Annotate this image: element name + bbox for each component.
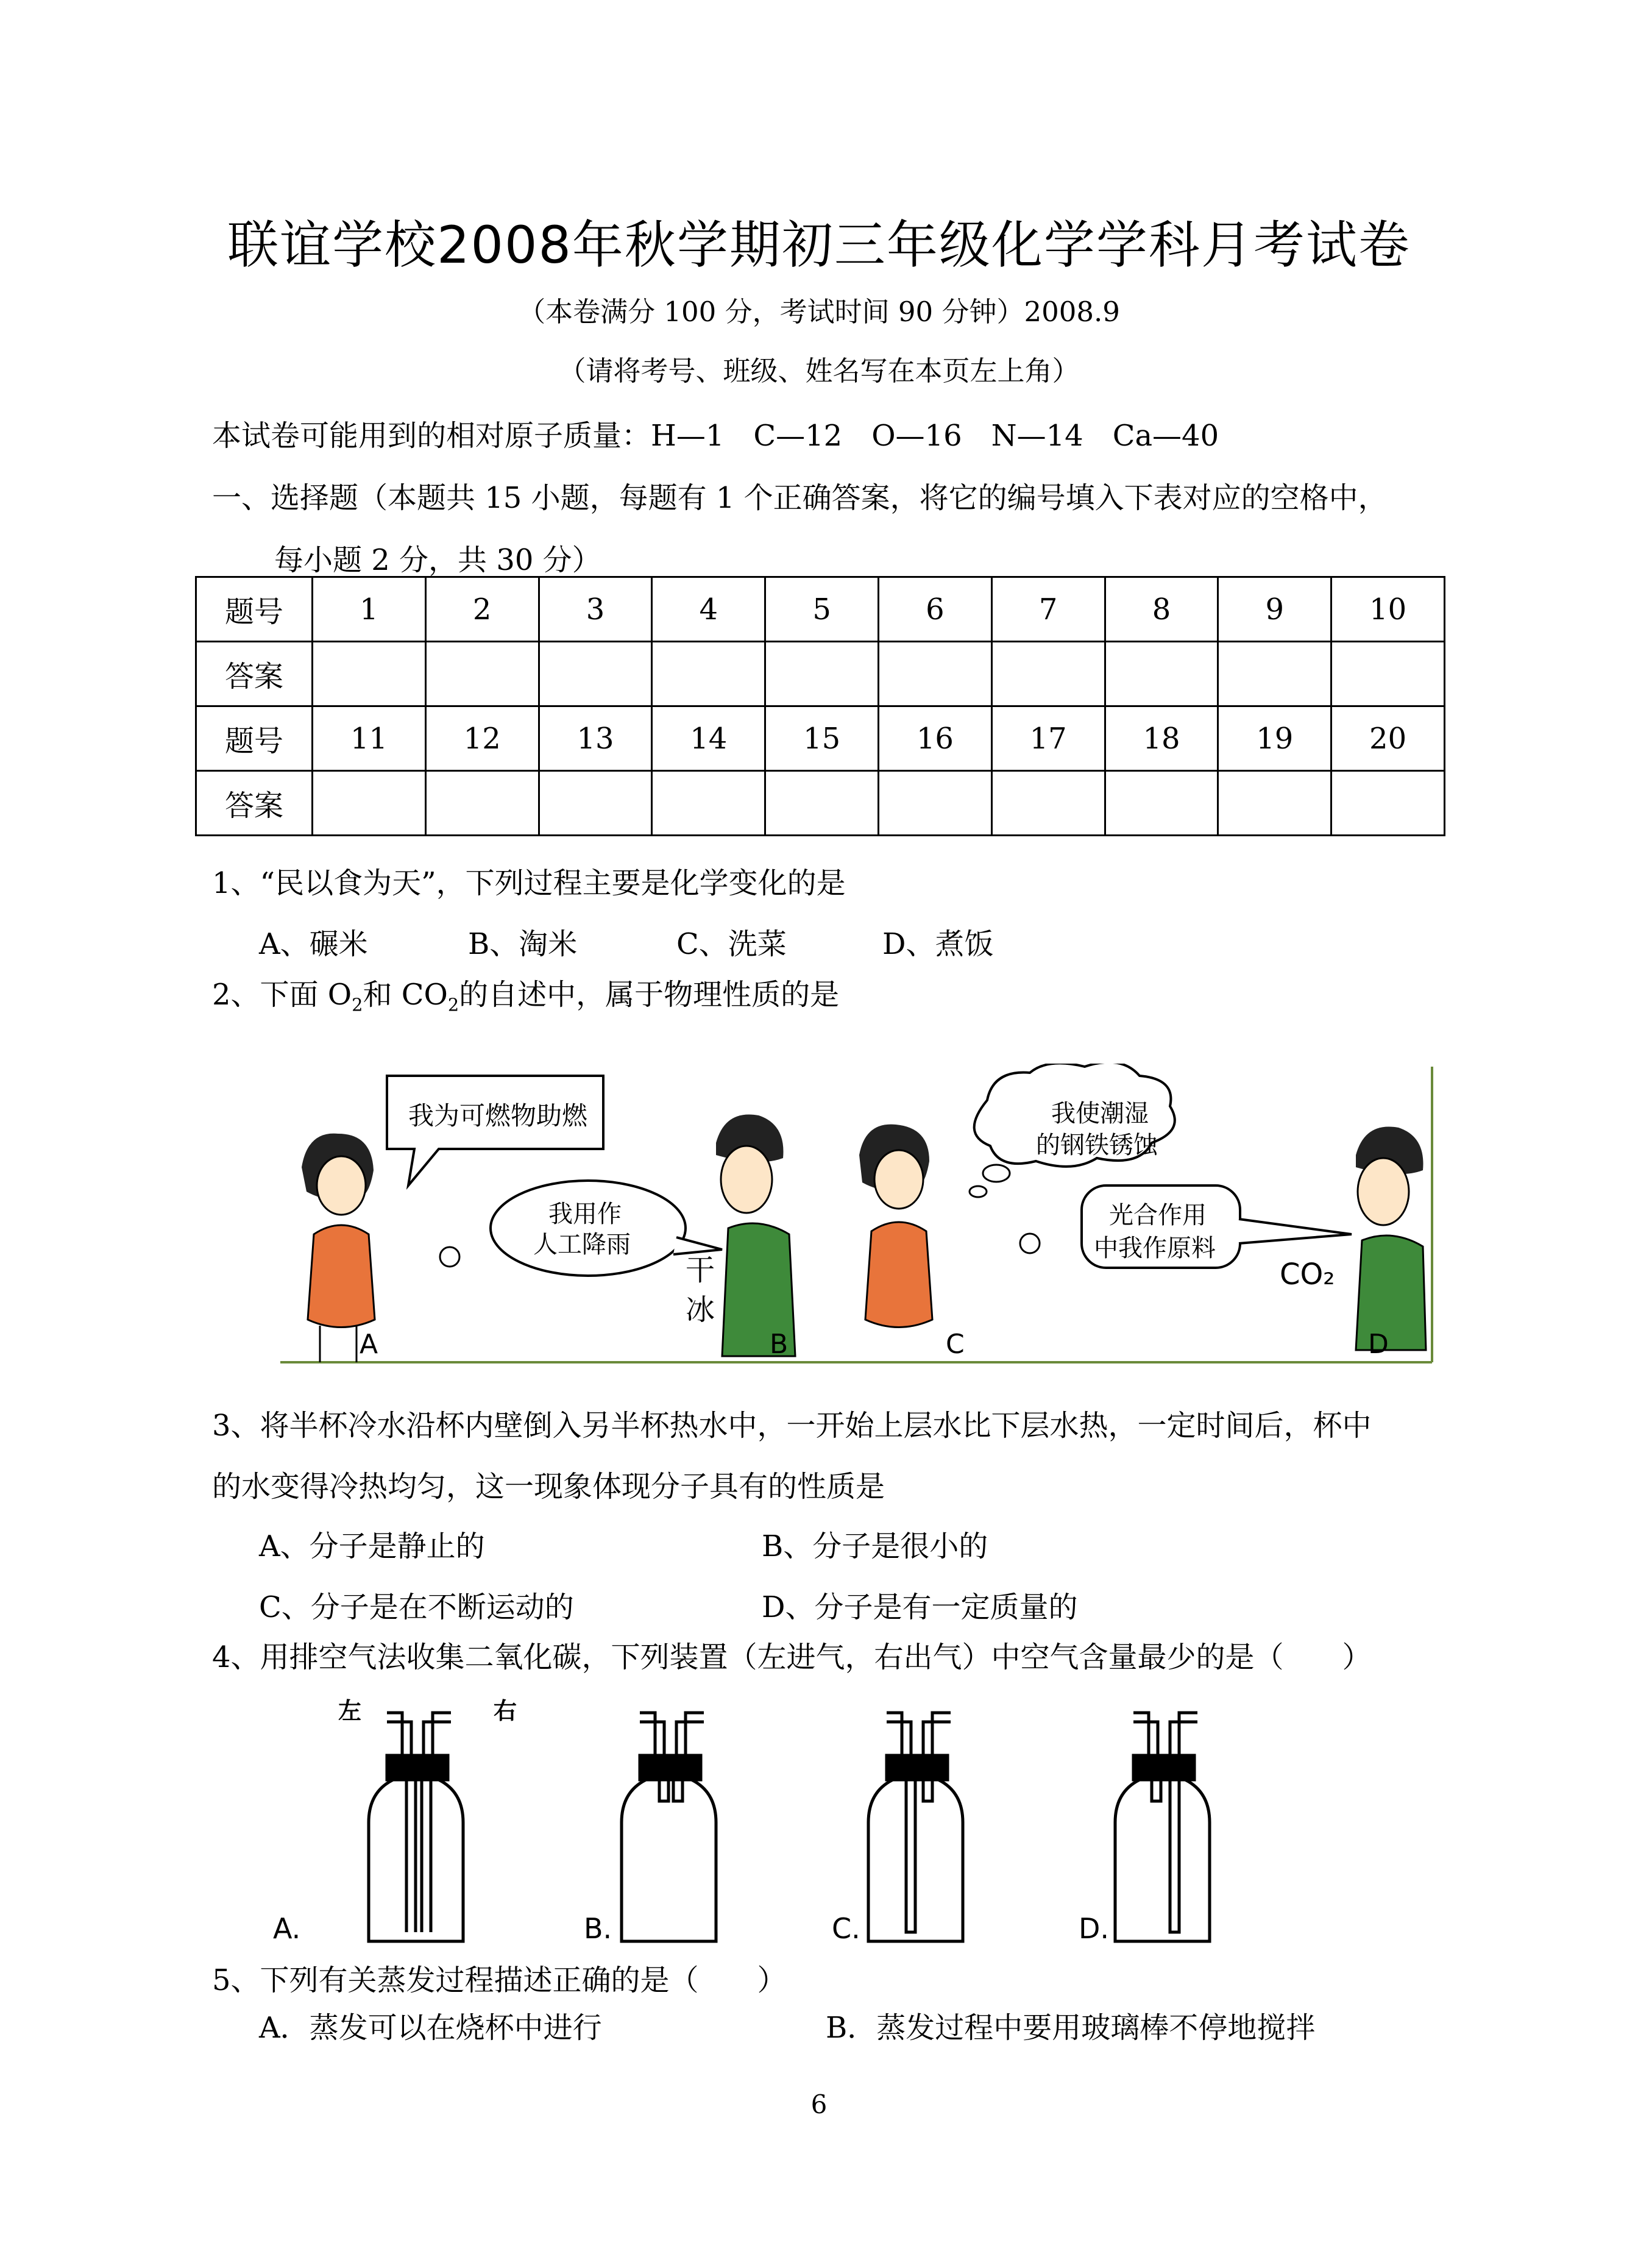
bubble-d-text-2: 中我作原料: [1094, 1234, 1216, 1262]
bubble-b-text-2: 人工降雨: [533, 1231, 631, 1259]
answer-cell[interactable]: [1105, 642, 1218, 706]
answer-cell[interactable]: [425, 771, 539, 836]
q1-option-a: A、碾米: [259, 927, 368, 961]
panel-label-c: C: [946, 1329, 965, 1360]
question-number-cell: 13: [539, 706, 652, 771]
question-number-cell: 2: [425, 577, 539, 642]
question-number-cell: 6: [878, 577, 991, 642]
table-header-cell: 答案: [196, 771, 313, 836]
q2-stem: 2、下面 $O_2$和 $CO_2$的自述中，属于物理性质的是: [212, 978, 840, 1015]
panel-d-boy: [1356, 1126, 1426, 1350]
table-header-cell: 答案: [196, 642, 313, 706]
label-co2: CO₂: [1280, 1257, 1335, 1292]
bubble-d-text-1: 光合作用: [1109, 1201, 1207, 1229]
bubble-b-text-1: 我用作: [548, 1200, 622, 1228]
question-number-cell: 9: [1218, 577, 1331, 642]
panel-a-speech-bubble: [387, 1076, 603, 1186]
answer-cell[interactable]: [1218, 771, 1331, 836]
panel-c-thought-bubble: [970, 1064, 1175, 1197]
question-number-cell: 8: [1105, 577, 1218, 642]
question-number-cell: 7: [991, 577, 1105, 642]
panel-label-d: D: [1368, 1329, 1389, 1360]
q3-option-a: A、分子是静止的: [259, 1529, 485, 1563]
bubble-c-text-1: 我使潮湿: [1051, 1100, 1149, 1128]
question-number-cell: 11: [313, 706, 426, 771]
question-number-cell: 19: [1218, 706, 1331, 771]
answer-cell[interactable]: [425, 642, 539, 706]
bottle-d: [1115, 1713, 1210, 1941]
left-label: 左: [338, 1697, 362, 1724]
question-number-cell: 15: [765, 706, 879, 771]
section-1-heading-cont: 每小题 2 分，共 30 分）: [274, 543, 601, 577]
answer-cell[interactable]: [313, 771, 426, 836]
q4-stem: 4、用排空气法收集二氧化碳，下列装置（左进气，右出气）中空气含量最少的是（ ）: [212, 1640, 1372, 1674]
bottle-label-b: B.: [584, 1912, 612, 1945]
answer-cell[interactable]: [878, 642, 991, 706]
answer-cell[interactable]: [1105, 771, 1218, 836]
question-number-cell: 5: [765, 577, 879, 642]
question-number-cell: 18: [1105, 706, 1218, 771]
page-title: 联谊学校2008年秋学期初三年级化学学科月考试卷: [227, 215, 1411, 275]
answer-cell[interactable]: [878, 771, 991, 836]
table-header-cell: 题号: [196, 577, 313, 642]
q3-option-c: C、分子是在不断运动的: [259, 1590, 574, 1624]
atomic-masses: 本试卷可能用到的相对原子质量：H—1 C—12 O—16 N—14 Ca—40: [212, 419, 1219, 453]
panel-label-b: B: [770, 1329, 789, 1360]
page-number: 6: [810, 2089, 828, 2119]
q5-stem: 5、下列有关蒸发过程描述正确的是（ ）: [212, 1963, 787, 1997]
answer-cell[interactable]: [652, 771, 765, 836]
bottle-label-c: C.: [832, 1912, 860, 1945]
answer-cell[interactable]: [765, 642, 879, 706]
answer-cell[interactable]: [313, 642, 426, 706]
question-number-cell: 3: [539, 577, 652, 642]
question-number-cell: 17: [991, 706, 1105, 771]
section-1-heading: 一、选择题（本题共 15 小题，每题有 1 个正确答案，将它的编号填入下表对应的空格中，: [212, 481, 1388, 515]
table-row-nums-1: [196, 577, 1445, 642]
q5-option-b: B．蒸发过程中要用玻璃棒不停地搅拌: [826, 2011, 1316, 2045]
table-header-cell: 题号: [196, 706, 313, 771]
answer-cell[interactable]: [652, 642, 765, 706]
label-gan: 干: [686, 1253, 715, 1287]
answer-cell[interactable]: [991, 771, 1105, 836]
q1-option-b: B、淘米: [468, 927, 578, 961]
question-number-cell: 1: [313, 577, 426, 642]
q1-stem: 1、“民以食为天”，下列过程主要是化学变化的是: [212, 866, 846, 900]
q1-option-c: C、洗菜: [676, 927, 787, 961]
bottle-label-a: A.: [273, 1912, 301, 1945]
answer-cell[interactable]: [539, 771, 652, 836]
panel-b-boy: [716, 1114, 795, 1356]
q3-stem-line1: 3、将半杯冷水沿杯内壁倒入另半杯热水中，一开始上层水比下层水热，一定时间后，杯中: [212, 1409, 1372, 1443]
bottle-a: [369, 1713, 463, 1941]
label-bing: 冰: [686, 1293, 715, 1327]
panel-d-speech-bubble: [1082, 1186, 1352, 1268]
table-row-answers-2: [196, 771, 1445, 836]
bottle-b: [622, 1713, 716, 1941]
q3-option-b: B、分子是很小的: [762, 1529, 988, 1563]
subtitle-instructions: （请将考号、班级、姓名写在本页左上角）: [558, 355, 1080, 387]
q3-option-d: D、分子是有一定质量的: [762, 1590, 1078, 1624]
panel-a-girl: [302, 1134, 459, 1362]
question-number-cell: 16: [878, 706, 991, 771]
table-row-answers-1: [196, 642, 1445, 706]
answer-cell[interactable]: [765, 771, 879, 836]
answer-cell[interactable]: [1218, 642, 1331, 706]
question-number-cell: 4: [652, 577, 765, 642]
answer-cell[interactable]: [1331, 771, 1445, 836]
question-number-cell: 20: [1331, 706, 1445, 771]
question-number-cell: 12: [425, 706, 539, 771]
right-label: 右: [494, 1697, 517, 1724]
q5-option-a: A．蒸发可以在烧杯中进行: [259, 2011, 602, 2045]
panel-label-a: A: [360, 1329, 378, 1360]
question-number-cell: 10: [1331, 577, 1445, 642]
q1-option-d: D、煮饭: [882, 927, 994, 961]
bubble-c-text-2: 的钢铁锈蚀: [1036, 1131, 1158, 1159]
question-number-cell: 14: [652, 706, 765, 771]
answer-table: [195, 576, 1445, 836]
bottle-c: [868, 1713, 963, 1941]
answer-cell[interactable]: [539, 642, 652, 706]
bubble-a-text: 我为可燃物助燃: [408, 1101, 588, 1131]
q2-dialogue-figure: [277, 1064, 1438, 1368]
bottle-label-d: D.: [1079, 1912, 1110, 1945]
answer-cell[interactable]: [991, 642, 1105, 706]
q3-stem-line2: 的水变得冷热均匀，这一现象体现分子具有的性质是: [212, 1470, 885, 1504]
answer-cell[interactable]: [1331, 642, 1445, 706]
table-row-nums-2: [196, 706, 1445, 771]
subtitle-score-time: （本卷满分 100 分，考试时间 90 分钟）2008.9: [518, 296, 1120, 328]
q4-bottles-figure: [262, 1682, 1359, 1957]
